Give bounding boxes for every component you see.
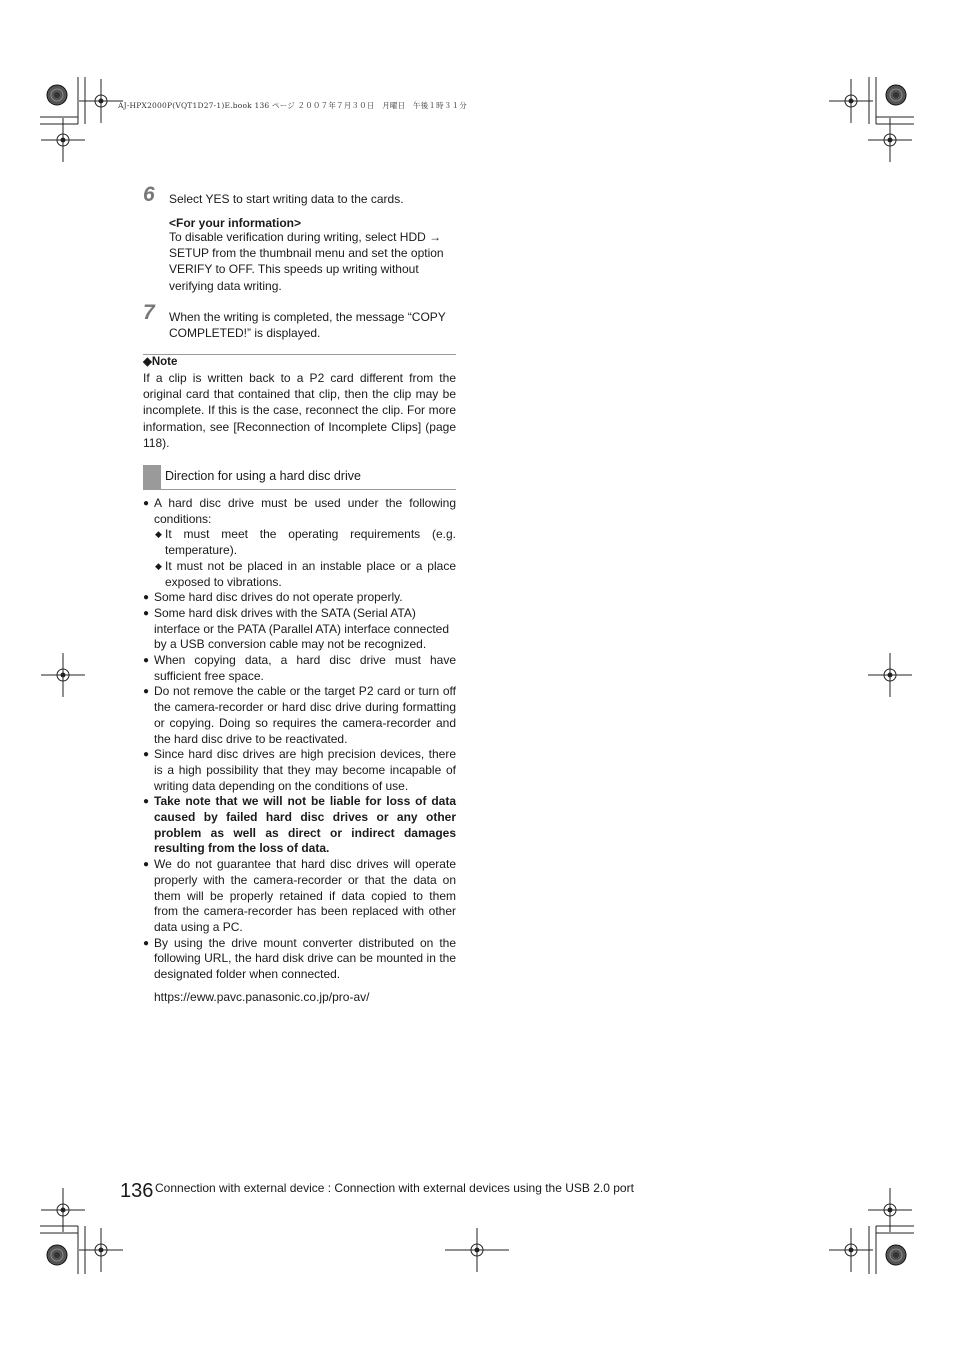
- print-header-info: AJ-HPX2000P(VQT1D27-1)E.book 136 ページ ２００７年７月３０日 月曜日 午後１時３１分: [118, 101, 467, 110]
- list-item-text: A hard disc drive must be used under the following conditions:: [154, 496, 456, 526]
- bullet-icon: ●: [143, 749, 150, 761]
- registration-mark-icon: [868, 653, 912, 697]
- list-item-text: We do not guarantee that hard disc drives will operate properly with the camera-recorder or that the data on them will be properly retained if data copied to them from the camera-recorder has been replaced with other data using a PC.: [154, 857, 456, 934]
- registration-disc-icon: [47, 1245, 67, 1265]
- info-text: [169, 229, 444, 294]
- list-item-text: Some hard disk drives with the SATA (Serial ATA) interface or the PATA (Parallel ATA) interface connected by a USB conversion cable may not be recognized.: [154, 605, 450, 652]
- info-line: VERIFY to OFF. This speeds up writing without: [169, 262, 419, 277]
- info-heading: <For your information>: [169, 216, 302, 230]
- bullet-icon: ●: [143, 686, 150, 698]
- footer-text: Connection with external device : Connection with external devices using the USB 2.0 port: [155, 1181, 634, 1195]
- bullet-icon: ●: [143, 937, 150, 949]
- sub-list-item: [143, 559, 456, 590]
- list-item: [143, 794, 456, 857]
- list-item: [143, 936, 456, 983]
- list-item-text: Take note that we will not be liable for loss of data caused by failed hard disc drives or any other problem as well as direct or indirect damages resulting from the loss of data.: [154, 794, 456, 856]
- sub-item-text: It must meet the operating requirements (e.g. temperature).: [165, 527, 456, 558]
- registration-disc-icon: [47, 85, 67, 105]
- note-heading: ◆Note: [143, 356, 178, 368]
- note-divider: [143, 354, 456, 355]
- conditions-list: [143, 496, 456, 983]
- bullet-icon: ●: [143, 655, 150, 667]
- step-line: COMPLETED!” is displayed.: [169, 326, 321, 341]
- section-heading: [143, 465, 456, 490]
- step-number: 7: [143, 301, 155, 324]
- step-line: When the writing is completed, the message “COPY: [169, 310, 446, 324]
- list-item-text: Since hard disc drives are high precision devices, there is a high possibility that they may become incapable of writing data depending on the conditions of use.: [154, 747, 456, 793]
- info-line: verifying data writing.: [169, 278, 282, 293]
- section-marker: [143, 465, 161, 489]
- list-item: [143, 496, 456, 590]
- page-number: 136: [120, 1180, 154, 1202]
- registration-mark-icon: [79, 79, 123, 123]
- step-number: 6: [143, 183, 155, 206]
- step-text: [169, 309, 446, 341]
- bullet-icon: ●: [143, 859, 150, 871]
- list-item: [143, 747, 456, 794]
- bullet-icon: ●: [143, 498, 150, 509]
- registration-mark-icon: [41, 653, 85, 697]
- registration-mark-icon: [79, 1228, 123, 1272]
- support-url[interactable]: https://eww.pavc.panasonic.co.jp/pro-av/: [154, 990, 370, 1004]
- info-line: To disable verification during writing, select HDD →: [169, 230, 442, 244]
- registration-disc-icon: [886, 85, 906, 105]
- diamond-bullet-icon: ◆: [155, 529, 162, 540]
- bullet-icon: ●: [143, 796, 150, 808]
- registration-mark-icon: [868, 1188, 912, 1232]
- list-item: [143, 590, 456, 606]
- sub-list: [154, 527, 456, 590]
- registration-mark-icon: [41, 1188, 85, 1232]
- section-title: Direction for using a hard disc drive: [165, 469, 361, 483]
- diamond-bullet-icon: ◆: [155, 560, 162, 571]
- note-text: If a clip is written back to a P2 card different from the original card that contained that clip, then the clip may be incomplete. If this is the case, reconnect the clip. For more information, see [Reconnection of Incomplete Clips] (page 118).: [143, 371, 456, 450]
- list-item-text: Do not remove the cable or the target P2 card or turn off the camera-recorder or hard disc drive during formatting or copying. Doing so requires the camera-recorder and the hard disc drive to be reactivated.: [154, 684, 456, 746]
- registration-mark-icon: [868, 118, 912, 162]
- list-item-text: By using the drive mount converter distributed on the following URL, the hard disk drive can be mounted in the designated folder when connected.: [154, 935, 456, 982]
- list-item: [143, 653, 456, 684]
- list-item: [143, 606, 456, 653]
- list-item-text: Some hard disc drives do not operate properly.: [154, 590, 403, 605]
- sub-item-text: It must not be placed in an instable place or a place exposed to vibrations.: [165, 558, 456, 589]
- registration-mark-icon: [41, 118, 85, 162]
- list-item: [143, 684, 456, 747]
- registration-disc-icon: [886, 1245, 906, 1265]
- sub-list-item: [143, 527, 456, 558]
- bullet-icon: ●: [143, 592, 150, 604]
- list-item: [143, 857, 456, 936]
- registration-mark-icon: [829, 79, 873, 123]
- list-item-text: When copying data, a hard disc drive must have sufficient free space.: [154, 653, 456, 683]
- info-line: SETUP from the thumbnail menu and set the option: [169, 246, 444, 261]
- step-text: Select YES to start writing data to the cards.: [169, 192, 404, 206]
- bullet-icon: ●: [143, 607, 150, 619]
- registration-mark-icon: [829, 1228, 873, 1272]
